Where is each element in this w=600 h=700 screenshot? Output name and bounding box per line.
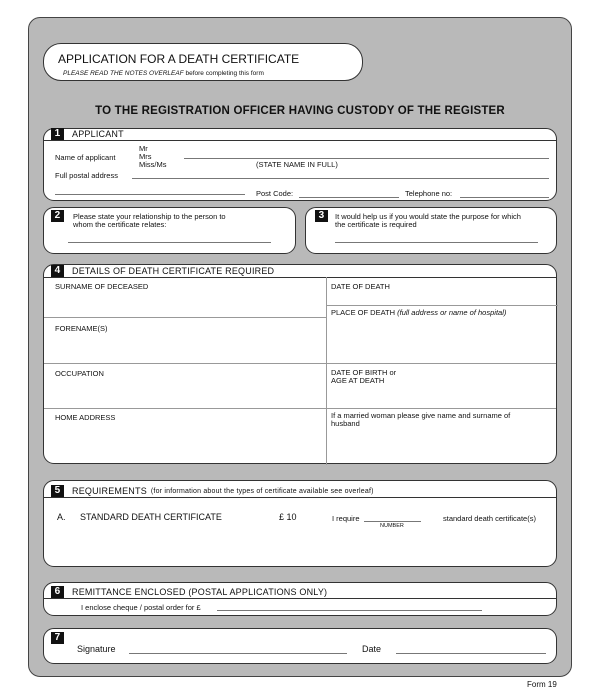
certificate-suffix: standard death certificate(s) bbox=[443, 514, 536, 523]
name-label: Name of applicant bbox=[55, 153, 116, 162]
section-title: REMITTANCE ENCLOSED (POSTAL APPLICATIONS ONLY) bbox=[72, 587, 328, 597]
purpose-text-2: the certificate is required bbox=[335, 220, 417, 229]
section-note: (for information about the types of certificate available see overleaf) bbox=[150, 487, 374, 495]
quantity-input-line[interactable] bbox=[364, 521, 421, 522]
telephone-label: Telephone no: bbox=[405, 189, 453, 198]
husband-field-line2: husband bbox=[331, 419, 360, 428]
relationship-input-line[interactable] bbox=[68, 242, 271, 243]
section-purpose bbox=[305, 207, 557, 254]
telephone-input-line[interactable] bbox=[460, 197, 549, 198]
remittance-text: I enclose cheque / postal order for £ bbox=[81, 603, 201, 612]
section-number: 3 bbox=[315, 210, 328, 222]
occupation-field[interactable]: OCCUPATION bbox=[55, 369, 104, 378]
item-letter: A. bbox=[57, 512, 66, 522]
name-input-line[interactable] bbox=[184, 158, 549, 159]
section-applicant bbox=[43, 128, 557, 201]
item-price: £ 10 bbox=[279, 512, 297, 522]
remittance-input-line[interactable] bbox=[217, 610, 482, 611]
address-label: Full postal address bbox=[55, 171, 118, 180]
section-details bbox=[43, 264, 557, 464]
section-remittance bbox=[43, 582, 557, 616]
section-number: 2 bbox=[51, 210, 64, 222]
home-address-field[interactable]: HOME ADDRESS bbox=[55, 413, 116, 422]
title-miss[interactable]: Miss/Ms bbox=[139, 160, 167, 169]
state-name-note: (STATE NAME IN FULL) bbox=[256, 160, 338, 169]
address-input-line[interactable] bbox=[132, 178, 549, 179]
form-number: Form 19 bbox=[527, 680, 557, 689]
postcode-input-line[interactable] bbox=[299, 197, 399, 198]
purpose-text-1: It would help us if you would state the purpose for which bbox=[335, 212, 521, 221]
date-of-death-field[interactable]: DATE OF DEATH bbox=[331, 282, 390, 291]
main-heading: TO THE REGISTRATION OFFICER HAVING CUSTODY OF THE REGISTER bbox=[95, 105, 505, 117]
section-number: 5 bbox=[51, 485, 64, 497]
section-number: 7 bbox=[51, 632, 64, 644]
purpose-input-line[interactable] bbox=[335, 242, 538, 243]
section-signature bbox=[43, 628, 557, 664]
number-label: NUMBER bbox=[380, 523, 404, 529]
section-title: APPLICANT bbox=[72, 129, 124, 139]
postcode-label: Post Code: bbox=[256, 189, 294, 198]
signature-label: Signature bbox=[77, 644, 116, 654]
section-number: 6 bbox=[51, 586, 64, 598]
surname-field[interactable]: SURNAME OF DECEASED bbox=[55, 282, 149, 291]
form-title: APPLICATION FOR A DEATH CERTIFICATE bbox=[58, 52, 300, 66]
title-box bbox=[43, 43, 363, 81]
section-number: 4 bbox=[51, 265, 64, 277]
section-title: REQUIREMENTS bbox=[72, 486, 147, 496]
relationship-text-1: Please state your relationship to the person to bbox=[73, 212, 226, 221]
date-label: Date bbox=[362, 644, 382, 654]
section-title: DETAILS OF DEATH CERTIFICATE REQUIRED bbox=[72, 266, 275, 276]
husband-field-line1[interactable]: If a married woman please give name and surname of bbox=[331, 411, 511, 420]
place-of-death-field[interactable]: PLACE OF DEATH (full address or name of hospital) bbox=[331, 308, 507, 317]
form-note: PLEASE READ THE NOTES OVERLEAF before completing this form bbox=[63, 70, 264, 77]
i-require-label: I require bbox=[332, 514, 360, 523]
section-number: 1 bbox=[51, 128, 64, 140]
section-relationship bbox=[43, 207, 296, 254]
signature-input-line[interactable] bbox=[129, 653, 347, 654]
address-input-line-2[interactable] bbox=[55, 194, 245, 195]
relationship-text-2: whom the certificate relates: bbox=[73, 220, 167, 229]
dob-field-line2: AGE AT DEATH bbox=[331, 376, 385, 385]
forenames-field[interactable]: FORENAME(S) bbox=[55, 324, 108, 333]
section-requirements bbox=[43, 480, 557, 567]
date-input-line[interactable] bbox=[396, 653, 546, 654]
title-mr[interactable]: Mr bbox=[139, 144, 148, 153]
dob-field-line1[interactable]: DATE OF BIRTH or bbox=[331, 368, 397, 377]
title-mrs[interactable]: Mrs bbox=[139, 152, 152, 161]
item-name: STANDARD DEATH CERTIFICATE bbox=[80, 512, 222, 522]
